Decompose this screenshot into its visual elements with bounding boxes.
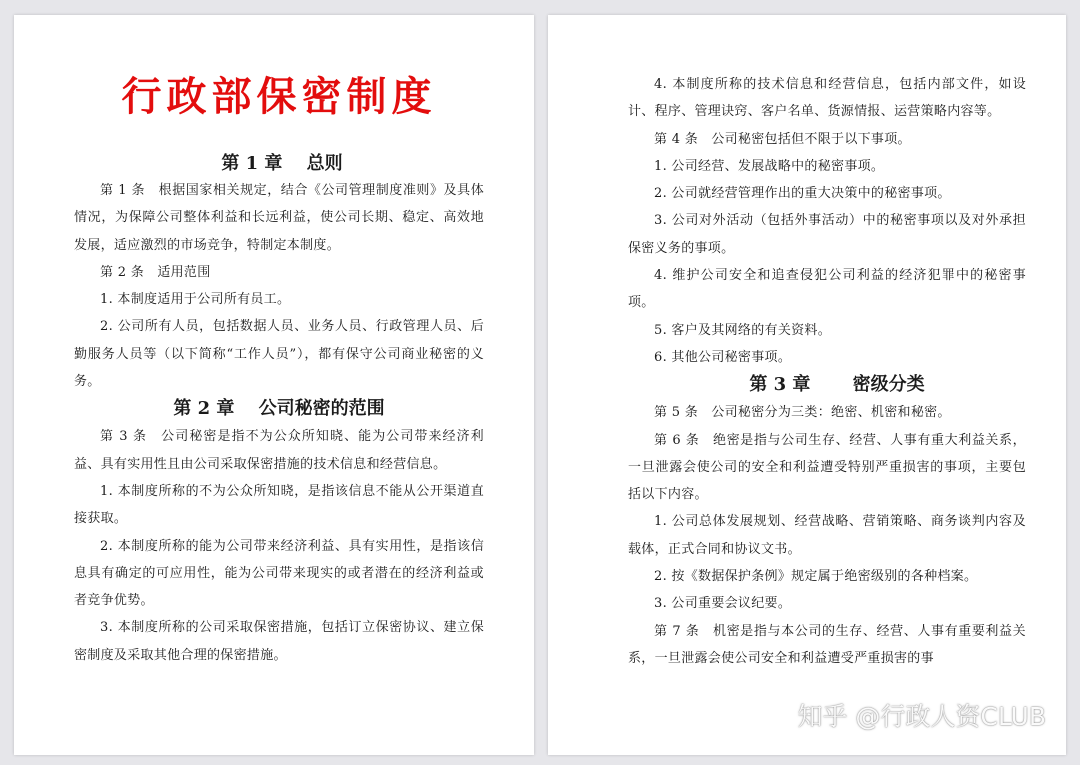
article-4-item-6: 6. 其他公司秘密事项。 <box>654 349 792 365</box>
article-4-item-5: 5. 客户及其网络的有关资料。 <box>654 322 832 338</box>
article-3-item-3: 3. 本制度所称的公司采取保密措施，包括订立保密协议、建立保密制度及采取其他合理的保密措施。 <box>74 620 484 663</box>
article-1-paragraph: 第 1 条 根据国家相关规定，结合《公司管理制度准则》及具体情况，为保障公司整体利益和长远利益，使公司长期、稳定、高效地发展，适应激烈的市场竞争，特制定本制度。 <box>74 183 484 253</box>
article-6-item-1: 1. 公司总体发展规划、经营战略、营销策略、商务谈判内容及载体，正式合同和协议文书。 <box>628 514 1026 557</box>
article-4-paragraph: 第 4 条 公司秘密包括但不限于以下事项。 <box>654 131 911 147</box>
watermark-text: 知乎 @行政人资CLUB <box>797 702 1046 731</box>
document-page-right <box>548 15 1066 755</box>
chapter-2-heading: 第 2 章 公司秘密的范围 <box>173 398 385 420</box>
article-6-item-3: 3. 公司重要会议纪要。 <box>654 596 792 612</box>
article-3-item-4: 4. 本制度所称的技术信息和经营信息，包括内部文件，如设计、程序、管理诀窍、客户名单、货源情报、运营策略内容等。 <box>628 77 1026 120</box>
article-3-item-1: 1. 本制度所称的不为公众所知晓，是指该信息不能从公开渠道直接获取。 <box>74 483 484 527</box>
article-2-item-1: 1. 本制度适用于公司所有员工。 <box>100 292 291 308</box>
article-2-paragraph: 第 2 条 适用范围 <box>100 264 211 280</box>
article-3-item-2: 2. 本制度所称的能为公司带来经济利益、具有实用性，是指该信息具有确定的可应用性，能为公司带来现实的或者潜在的经济利益或者竞争优势。 <box>74 538 484 609</box>
article-4-item-1: 1. 公司经营、发展战略中的秘密事项。 <box>654 158 885 174</box>
chapter-1-heading: 第 1 章 总则 <box>221 153 343 174</box>
article-4-item-3: 3. 公司对外活动（包括外事活动）中的秘密事项以及对外承担保密义务的事项。 <box>628 213 1026 256</box>
document-title: 行政部保密制度 <box>121 73 437 120</box>
document-page-left <box>14 15 534 755</box>
article-5-paragraph: 第 5 条 公司秘密分为三类：绝密、机密和秘密。 <box>654 405 951 421</box>
article-6-item-2: 2. 按《数据保护条例》规定属于绝密级别的各种档案。 <box>654 569 978 585</box>
article-7-paragraph: 第 7 条 机密是指与本公司的生存、经营、人事有重要利益关系，一旦泄露会使公司安全和利益遭受严重损害的事 <box>628 623 1026 666</box>
article-6-paragraph: 第 6 条 绝密是指与公司生存、经营、人事有重大利益关系，一旦泄露会使公司的安全和利益遭受特别严重损害的事项，主要包括以下内容。 <box>628 432 1026 503</box>
article-2-item-2: 2. 公司所有人员，包括数据人员、业务人员、行政管理人员、后勤服务人员等（以下简称“工作人员”），都有保守公司商业秘密的义务。 <box>74 319 484 390</box>
chapter-3-heading: 第 3 章 密级分类 <box>749 374 925 396</box>
article-3-paragraph: 第 3 条 公司秘密是指不为公众所知晓、能为公司带来经济利益、具有实用性且由公司采取保密措施的技术信息和经营信息。 <box>74 429 484 472</box>
article-4-item-4: 4. 维护公司安全和追查侵犯公司利益的经济犯罪中的秘密事项。 <box>628 268 1026 311</box>
article-4-item-2: 2. 公司就经营管理作出的重大决策中的秘密事项。 <box>654 186 951 202</box>
